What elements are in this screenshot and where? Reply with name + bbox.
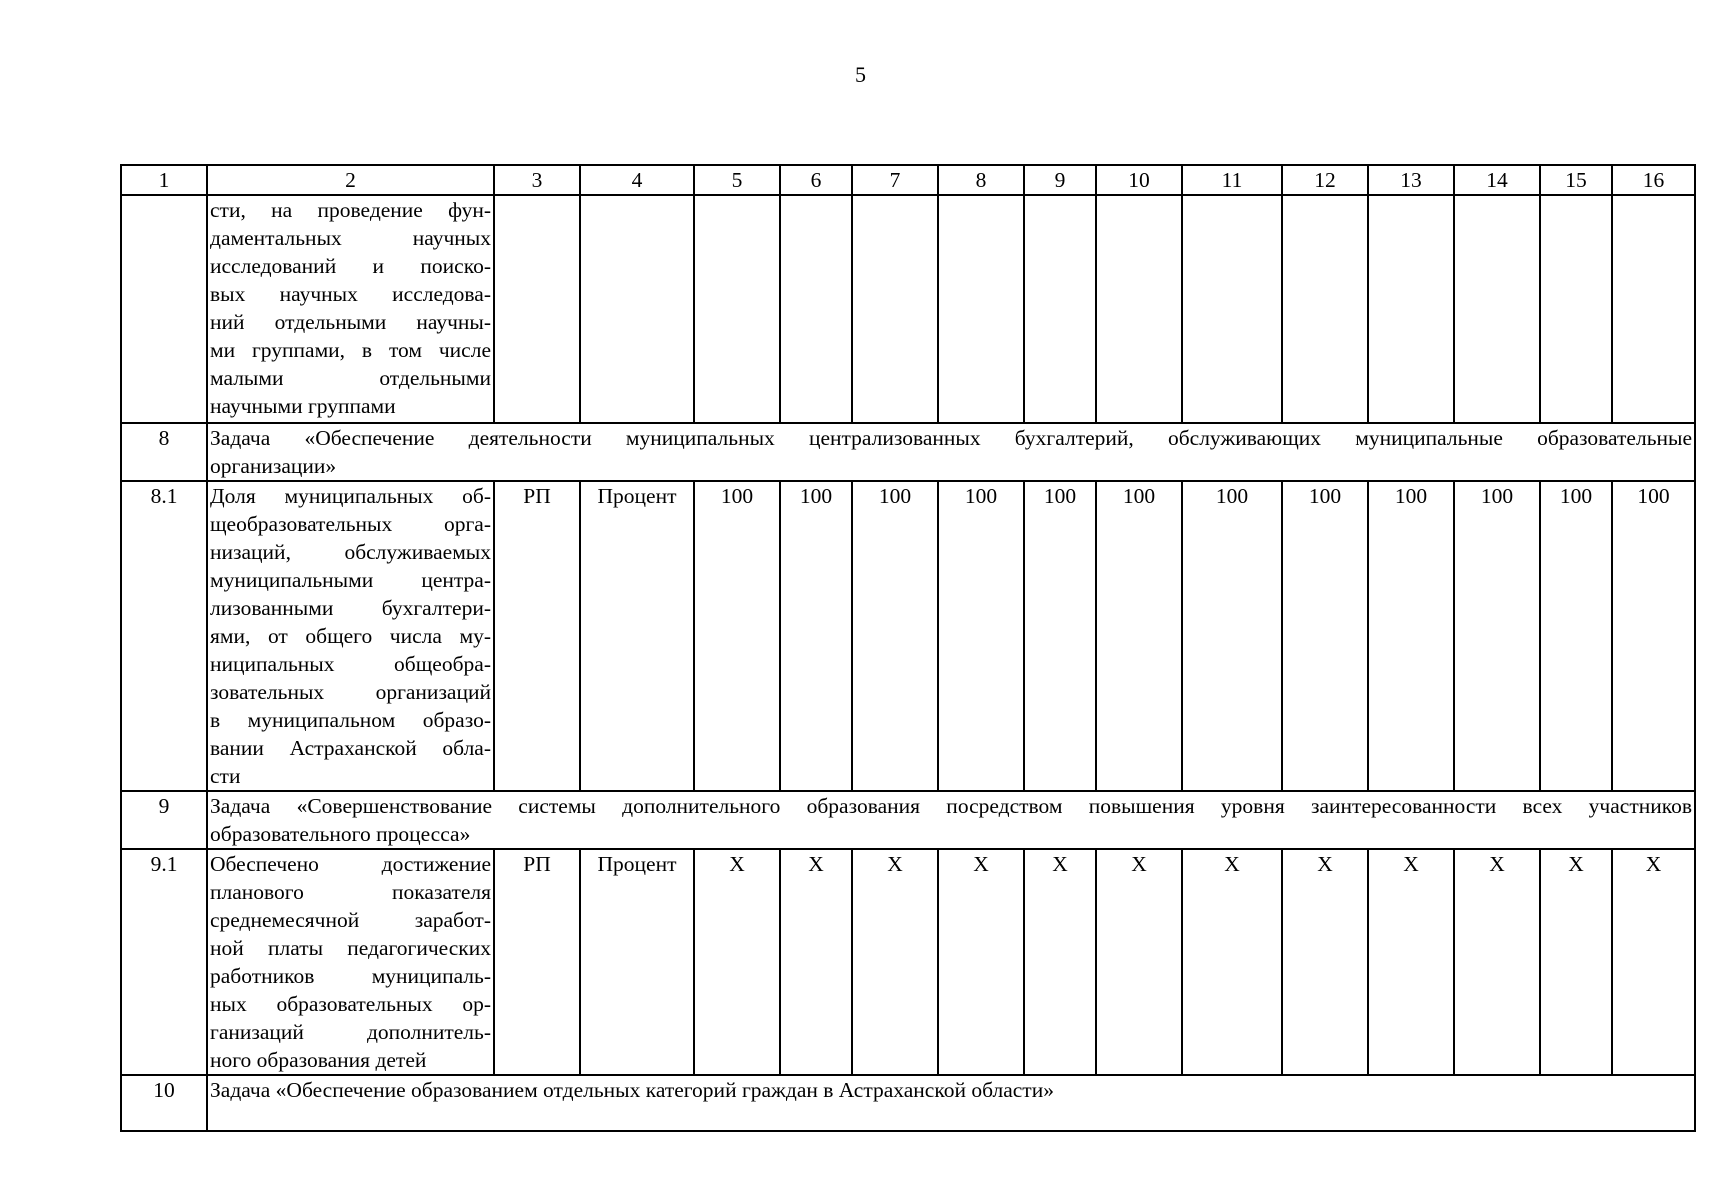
description-line: щеобразовательных орга- <box>210 512 491 536</box>
row-number: 8.1 <box>121 481 207 791</box>
task-row <box>121 791 1695 849</box>
task-row <box>121 423 1695 481</box>
header-cell: 6 <box>780 165 852 195</box>
continuation-row <box>121 195 1695 423</box>
description-line: Доля муниципальных об- <box>210 484 491 508</box>
description-line: ями, от общего числа му- <box>210 624 491 648</box>
description-line: сти <box>210 764 241 788</box>
description-line: низаций, обслуживаемых <box>210 540 491 564</box>
value-cell: Х <box>1368 849 1454 1075</box>
value-cell: Х <box>1096 849 1182 1075</box>
description-line: ний отдельными научны- <box>210 310 491 334</box>
header-cell: 2 <box>207 165 494 195</box>
value-cell: Х <box>852 849 938 1075</box>
description-line: лизованными бухгалтери- <box>210 596 491 620</box>
description-line: в муниципальном образо- <box>210 708 491 732</box>
value-cell: Х <box>1024 849 1096 1075</box>
empty-cell <box>1024 195 1096 423</box>
value-cell: Х <box>1612 849 1695 1075</box>
header-cell: 5 <box>694 165 780 195</box>
task-row <box>121 1075 1695 1131</box>
source-cell: РП <box>494 849 580 1075</box>
value-cell: 100 <box>1024 481 1096 791</box>
value-cell: 100 <box>1612 481 1695 791</box>
header-cell: 8 <box>938 165 1024 195</box>
unit-cell: Процент <box>580 481 694 791</box>
row-number: 9.1 <box>121 849 207 1075</box>
value-cell: Х <box>1282 849 1368 1075</box>
empty-cell <box>694 195 780 423</box>
header-cell: 15 <box>1540 165 1612 195</box>
description-line: вании Астраханской обла- <box>210 736 491 760</box>
value-cell: 100 <box>852 481 938 791</box>
description-line: ного образования детей <box>210 1048 427 1072</box>
task-title <box>207 791 1695 849</box>
value-cell: 100 <box>1368 481 1454 791</box>
value-cell: Х <box>780 849 852 1075</box>
description-line: даментальных научных <box>210 226 491 250</box>
description-line: ганизаций дополнитель- <box>210 1020 491 1044</box>
indicator-row <box>121 481 1695 791</box>
value-cell: Х <box>1540 849 1612 1075</box>
task-number: 10 <box>121 1075 207 1131</box>
task-title-line: организации» <box>210 454 337 478</box>
description-line: ми группами, в том числе <box>210 338 491 362</box>
value-cell: Х <box>1454 849 1540 1075</box>
task-title <box>207 423 1695 481</box>
empty-cell <box>1612 195 1695 423</box>
header-row <box>121 165 1695 195</box>
description-line: ной платы педагогических <box>210 936 491 960</box>
empty-cell <box>494 195 580 423</box>
header-cell: 10 <box>1096 165 1182 195</box>
empty-cell <box>1368 195 1454 423</box>
empty-cell <box>580 195 694 423</box>
header-cell: 1 <box>121 165 207 195</box>
indicator-row <box>121 849 1695 1075</box>
description-line: муниципальными центра- <box>210 568 491 592</box>
header-cell: 14 <box>1454 165 1540 195</box>
value-cell: 100 <box>1454 481 1540 791</box>
header-cell: 12 <box>1282 165 1368 195</box>
value-cell: 100 <box>1282 481 1368 791</box>
value-cell: Х <box>1182 849 1282 1075</box>
row-number <box>121 195 207 423</box>
task-title-line: Задача «Совершенствование системы дополнительного образования посредством повышения уровня заинтересованности всех участников <box>210 794 1692 818</box>
description-line: среднемесячной заработ- <box>210 908 491 932</box>
header-cell: 3 <box>494 165 580 195</box>
description-line: сти, на проведение фун- <box>210 198 491 222</box>
description-line: зовательных организаций <box>210 680 491 704</box>
description-line: Обеспечено достижение <box>210 852 491 876</box>
header-cell: 13 <box>1368 165 1454 195</box>
task-number: 8 <box>121 423 207 481</box>
task-title-line: образовательного процесса» <box>210 822 471 846</box>
value-cell: Х <box>938 849 1024 1075</box>
description-line: вых научных исследова- <box>210 282 491 306</box>
value-cell: 100 <box>1182 481 1282 791</box>
description-line: научными группами <box>210 394 396 418</box>
value-cell: 100 <box>1540 481 1612 791</box>
task-title-line: Задача «Обеспечение образованием отдельных категорий граждан в Астраханской области» <box>210 1078 1054 1102</box>
empty-cell <box>938 195 1024 423</box>
indicator-description <box>207 849 494 1075</box>
header-cell: 11 <box>1182 165 1282 195</box>
value-cell: Х <box>694 849 780 1075</box>
task-title-line: Задача «Обеспечение деятельности муниципальных централизованных бухгалтерий, обслуживающих муниципальные образовательные <box>210 426 1692 450</box>
indicator-description <box>207 195 494 423</box>
empty-cell <box>1282 195 1368 423</box>
empty-cell <box>1096 195 1182 423</box>
description-line: ных образовательных ор- <box>210 992 491 1016</box>
value-cell: 100 <box>780 481 852 791</box>
value-cell: 100 <box>694 481 780 791</box>
empty-cell <box>852 195 938 423</box>
empty-cell <box>1454 195 1540 423</box>
page-number: 5 <box>855 62 866 87</box>
description-line: исследований и поиско- <box>210 254 491 278</box>
value-cell: 100 <box>938 481 1024 791</box>
description-line: планового показателя <box>210 880 491 904</box>
source-cell: РП <box>494 481 580 791</box>
description-line: малыми отдельными <box>210 366 491 390</box>
indicator-description <box>207 481 494 791</box>
value-cell: 100 <box>1096 481 1182 791</box>
unit-cell: Процент <box>580 849 694 1075</box>
header-cell: 7 <box>852 165 938 195</box>
header-cell: 16 <box>1612 165 1695 195</box>
header-cell: 9 <box>1024 165 1096 195</box>
header-cell: 4 <box>580 165 694 195</box>
empty-cell <box>1182 195 1282 423</box>
description-line: ниципальных общеобра- <box>210 652 491 676</box>
task-title <box>207 1075 1695 1131</box>
indicators-table <box>120 164 1696 1132</box>
empty-cell <box>780 195 852 423</box>
task-number: 9 <box>121 791 207 849</box>
description-line: работников муниципаль- <box>210 964 491 988</box>
empty-cell <box>1540 195 1612 423</box>
